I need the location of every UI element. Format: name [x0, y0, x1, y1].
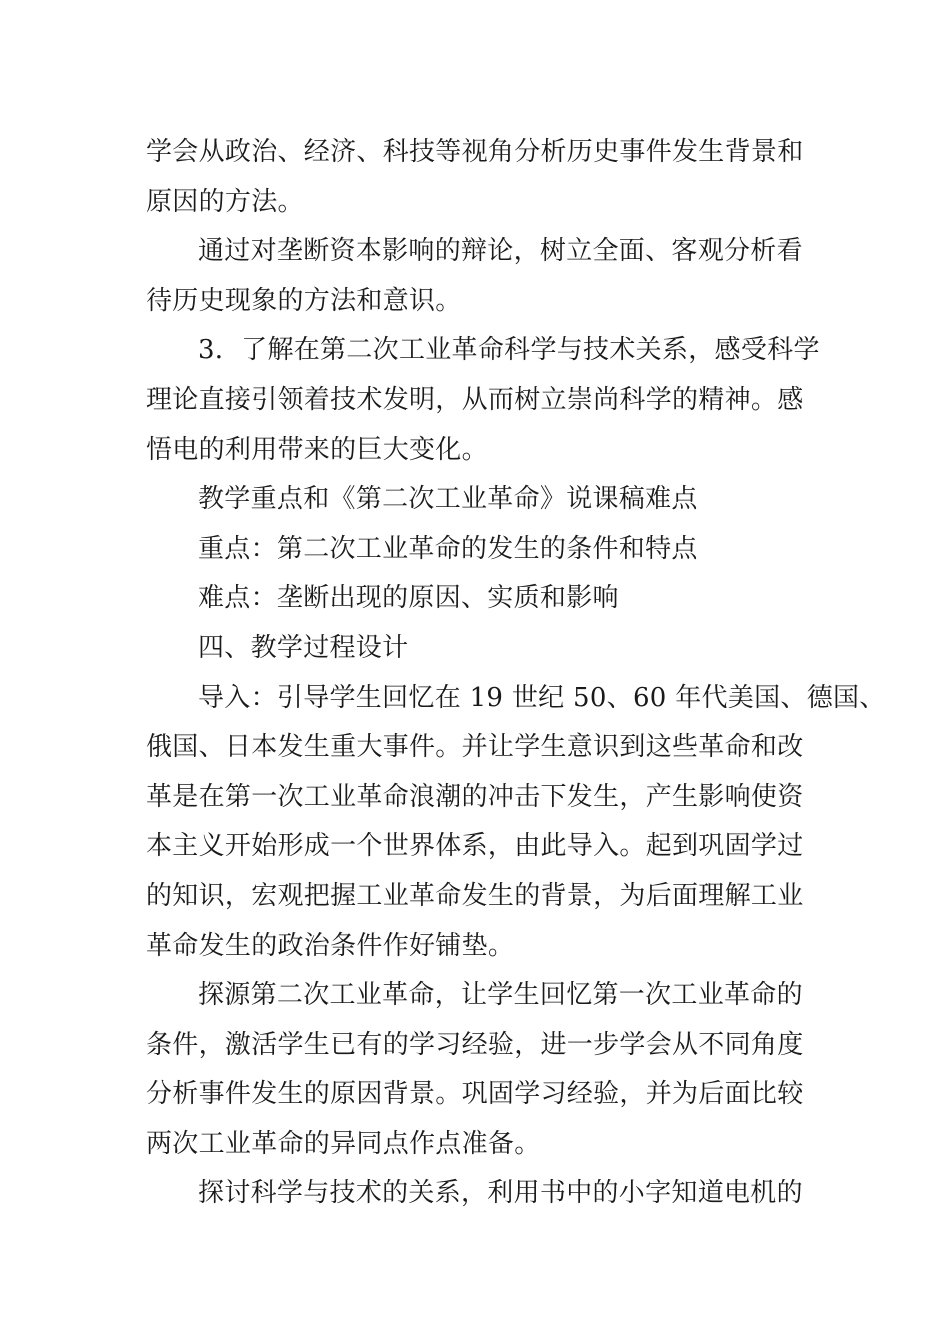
- text-line: 重点：第二次工业革命的发生的条件和特点: [198, 533, 698, 564]
- text-line: 两次工业革命的异同点作点准备。: [146, 1128, 541, 1159]
- text-line: 革是在第一次工业革命浪潮的冲击下发生，产生影响使资: [146, 781, 804, 812]
- text-line: 3．了解在第二次工业革命科学与技术关系，感受科学: [198, 335, 820, 366]
- text-line: 探讨科学与技术的关系，利用书中的小字知道电机的: [198, 1178, 803, 1209]
- text-line: 难点：垄断出现的原因、实质和影响: [198, 583, 619, 614]
- text-line: 条件，激活学生已有的学习经验，进一步学会从不同角度: [146, 1029, 804, 1060]
- document-body: [146, 128, 886, 1219]
- text-line: 俄国、日本发生重大事件。并让学生意识到这些革命和改: [146, 732, 804, 763]
- text-line: 理论直接引领着技术发明，从而树立崇尚科学的精神。感: [146, 384, 804, 415]
- text-line: 导入：引导学生回忆在 19 世纪 50、60 年代美国、德国、: [198, 682, 886, 713]
- text-line: 的知识，宏观把握工业革命发生的背景，为后面理解工业: [146, 880, 804, 911]
- text-line: 原因的方法。: [146, 186, 304, 217]
- text-line: 本主义开始形成一个世界体系，由此导入。起到巩固学过: [146, 831, 804, 862]
- section-heading: 四、教学过程设计: [198, 632, 409, 663]
- text-line: 待历史现象的方法和意识。: [146, 285, 462, 316]
- text-line: 悟电的利用带来的巨大变化。: [146, 434, 488, 465]
- text-line: 学会从政治、经济、科技等视角分析历史事件发生背景和: [146, 137, 804, 167]
- section-heading: 教学重点和《第二次工业革命》说课稿难点: [198, 484, 698, 515]
- text-line: 分析事件发生的原因背景。巩固学习经验，并为后面比较: [146, 1079, 804, 1110]
- text-line: 通过对垄断资本影响的辩论，树立全面、客观分析看: [198, 236, 803, 267]
- text-line: 探源第二次工业革命，让学生回忆第一次工业革命的: [198, 980, 803, 1011]
- text-line: 革命发生的政治条件作好铺垫。: [146, 930, 515, 961]
